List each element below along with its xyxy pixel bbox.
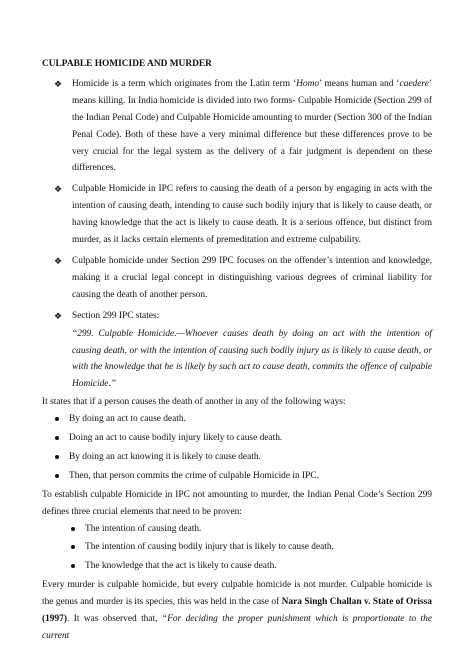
list-item-text: The intention of causing death.	[85, 523, 202, 534]
list-item	[42, 253, 432, 304]
list-item	[42, 308, 432, 325]
bullet-text-segment: Homicide is a term which originates from the Latin term ‘	[72, 78, 297, 89]
case-quote: “For deciding the proper punishment which is proportionate to the current	[42, 614, 432, 641]
bullet-dot-icon	[55, 436, 59, 440]
bullet-text-segment: ’ means human and ‘	[319, 78, 400, 89]
bullet-dot-icon	[55, 474, 59, 478]
case-citation: Nara Singh Challan v. State of Orissa (1997)	[42, 597, 432, 625]
diamond-bullet-icon: ❖	[54, 184, 63, 195]
bullet-dot-icon	[71, 564, 75, 568]
list-item-text: By doing an act to cause death.	[69, 414, 186, 425]
section-quote: “299. Culpable Homicide.—Whoever causes death by doing an act with the intention of causing death, or with the intention of causing such bodily injury as is likely to cause death, or with the knowledge that he is likely by such act to cause death, commits the offence of culpable Homicide.”	[72, 328, 432, 390]
bullet-dot-icon	[55, 455, 59, 459]
bullet-dot-icon	[71, 527, 75, 531]
list-item-text: Then, that person commits the crime of culpable Homicide in IPC.	[69, 470, 319, 481]
list-item	[42, 558, 432, 575]
latin-term-caedere: caedere	[399, 78, 429, 89]
list-item	[42, 468, 432, 485]
paragraph-text-segment: . It was observed that,	[67, 614, 162, 625]
bullet-dot-icon	[71, 545, 75, 549]
list-item-text: The intention of causing bodily injury that is likely to cause death.	[85, 542, 334, 553]
bullet-dot-icon	[55, 417, 59, 421]
list-item	[42, 411, 432, 428]
list-item	[42, 539, 432, 556]
states-intro: It states that if a person causes the death of another in any of the following ways:	[42, 397, 346, 408]
diamond-bullet-icon: ❖	[54, 310, 63, 321]
ways-list	[42, 411, 432, 485]
final-paragraph	[42, 577, 432, 645]
diamond-bullet-icon: ❖	[54, 255, 63, 266]
list-item-text: The knowledge that the act is likely to cause death.	[85, 561, 277, 572]
establish-paragraph: To establish culpable Homicide in IPC not amounting to murder, the Indian Penal Code’s Section 299 defines three crucial elements that need to be proven:	[42, 489, 432, 517]
bullet-text: Culpable homicide under Section 299 IPC focuses on the offender’s intention and knowledge, making it a crucial legal concept in distinguishing various degrees of criminal liability for causing the death of another person.	[72, 255, 432, 300]
paragraph-text-segment: Every murder is culpable homicide, but every culpable homicide is not murder. Culpable homicide is the genus and murder is its species, this was held in the case of	[42, 580, 432, 608]
bullet-text-segment: ’ means killing. In India homicide is divided into two forms- Culpable Homicide (Section 299 of the Indian Penal Code) and Culpable Homicide amounting to murder (Section 300 of the Indian Penal Code). Both of these have a very minimal difference but these differences prove to be very crucial for the legal system as the delivery of a fair judgment is dependent on these differences.	[72, 78, 432, 174]
bullet-text: Section 299 IPC states:	[72, 310, 160, 321]
list-item	[42, 430, 432, 447]
list-item-text: By doing an act knowing it is likely to cause death.	[69, 451, 261, 462]
diamond-bullet-icon: ❖	[54, 78, 63, 89]
latin-term-homo: Homo	[296, 78, 320, 89]
section-heading: CULPABLE HOMICIDE AND MURDER	[42, 59, 212, 69]
list-item	[42, 521, 432, 538]
bullet-text: Culpable Homicide in IPC refers to causing the death of a person by engaging in acts with the intention of causing death, intending to cause such bodily injury that is likely to cause death, or having knowledge that the act is likely to cause death. It is a serious offence, but distinct from murder, as it lacks certain elements of premeditation and extreme culpability.	[72, 184, 432, 246]
list-item	[42, 76, 432, 177]
elements-list	[42, 521, 432, 576]
list-item	[42, 449, 432, 466]
list-item	[42, 181, 432, 249]
list-item-text: Doing an act to cause bodily injury likely to cause death.	[69, 433, 283, 444]
